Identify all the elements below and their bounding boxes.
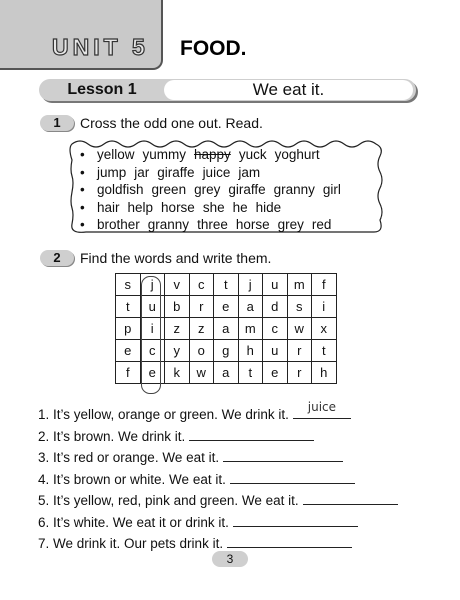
word: hair <box>97 199 120 215</box>
word-row <box>80 164 349 182</box>
grid-cell: t <box>312 340 337 362</box>
sentence <box>38 490 398 508</box>
bullet-icon: • <box>80 147 85 162</box>
bullet-icon: • <box>80 182 85 197</box>
grid-cell: h <box>312 362 337 384</box>
exercise-1-instruction: Cross the odd one out. Read. <box>80 115 263 131</box>
grid-cell: r <box>189 296 214 318</box>
grid-cell: a <box>214 362 239 384</box>
grid-cell: e <box>116 340 141 362</box>
answer-text: juice <box>307 400 337 414</box>
grid-cell: k <box>165 362 190 384</box>
lesson-bar <box>39 79 416 101</box>
grid-cell: m <box>238 318 263 340</box>
sentence <box>38 512 358 530</box>
page-number: 3 <box>212 551 248 567</box>
grid-cell: c <box>189 274 214 296</box>
sentence-text: 1. It’s yellow, orange or green. We drink it. <box>38 407 289 422</box>
grid-cell: u <box>263 274 288 296</box>
grid-cell: e <box>140 362 165 384</box>
grid-cell: g <box>214 340 239 362</box>
grid-cell: t <box>238 362 263 384</box>
grid-cell: s <box>287 296 312 318</box>
grid-cell: u <box>140 296 165 318</box>
word: brother <box>97 217 140 232</box>
sentence <box>38 400 351 422</box>
word: grey <box>277 217 304 232</box>
answer-line[interactable] <box>223 447 343 462</box>
sentence-text: 4. It’s brown or white. We eat it. <box>38 471 226 487</box>
word-row <box>80 146 349 164</box>
word-row <box>80 181 349 199</box>
found-word-circle <box>141 276 161 394</box>
grid-cell: f <box>116 362 141 384</box>
grid-cell: z <box>165 318 190 340</box>
grid-cell: w <box>189 362 214 384</box>
grid-cell: p <box>116 318 141 340</box>
grid-cell: j <box>238 274 263 296</box>
crossed-word: happy <box>194 147 231 162</box>
sentence <box>38 469 355 487</box>
word: goldfish <box>97 182 144 197</box>
word-row <box>80 216 349 234</box>
word: he <box>232 199 248 215</box>
grid-cell: a <box>214 318 239 340</box>
lesson-title: We eat it. <box>164 80 413 100</box>
word: jam <box>238 164 261 180</box>
sentence-text: 7. We drink it. Our pets drink it. <box>38 536 224 551</box>
grid-cell: y <box>165 340 190 362</box>
grid-cell: t <box>214 274 239 296</box>
grid-cell: z <box>189 318 214 340</box>
sentence <box>38 447 343 465</box>
grid-cell: c <box>140 340 165 362</box>
exercise-2-number: 2 <box>40 250 74 266</box>
word: girl <box>322 182 341 197</box>
grid-cell: h <box>238 340 263 362</box>
grid-cell: a <box>238 296 263 318</box>
word: she <box>202 199 225 215</box>
word: green <box>151 182 187 197</box>
word: granny <box>147 217 190 232</box>
grid-cell: x <box>312 318 337 340</box>
answer-line[interactable] <box>230 469 355 484</box>
unit-label: UNIT 5 <box>52 34 149 60</box>
answer-line[interactable] <box>227 533 352 548</box>
exercise-2-instruction: Find the words and write them. <box>80 250 272 266</box>
word-list <box>80 146 349 234</box>
sentence-text: 5. It’s yellow, red, pink and green. We eat it. <box>38 493 299 508</box>
word-row <box>80 199 349 217</box>
grid-cell: j <box>140 274 165 296</box>
word: red <box>311 217 332 232</box>
sentence-text: 3. It’s red or orange. We eat it. <box>38 450 220 465</box>
grid-cell: i <box>312 296 337 318</box>
lesson-label: Lesson 1 <box>67 81 137 98</box>
answer-line[interactable] <box>293 400 351 419</box>
grid-cell: u <box>263 340 288 362</box>
sentence-text: 2. It’s brown. We drink it. <box>38 428 186 444</box>
grid-cell: r <box>287 340 312 362</box>
bullet-icon: • <box>80 199 85 215</box>
grid-cell: m <box>287 274 312 296</box>
word: horse <box>235 217 270 232</box>
word: yummy <box>142 147 187 162</box>
word: yuck <box>238 147 267 162</box>
sentence <box>38 426 314 444</box>
grid-cell: b <box>165 296 190 318</box>
word: jar <box>134 164 150 180</box>
grid-cell: o <box>189 340 214 362</box>
grid-cell: t <box>116 296 141 318</box>
word: yoghurt <box>274 147 320 162</box>
grid-cell: v <box>165 274 190 296</box>
grid-cell: e <box>263 362 288 384</box>
word: jump <box>97 164 127 180</box>
word: giraffe <box>228 182 266 197</box>
unit-title: FOOD. <box>180 37 247 60</box>
word: giraffe <box>157 164 195 180</box>
grid-cell: w <box>287 318 312 340</box>
grid-cell: c <box>263 318 288 340</box>
word: help <box>127 199 154 215</box>
grid-cell: r <box>287 362 312 384</box>
word: three <box>197 217 228 232</box>
answer-line[interactable] <box>233 512 358 527</box>
word: horse <box>161 199 195 215</box>
word: grey <box>194 182 221 197</box>
word: hide <box>255 199 282 215</box>
answer-line[interactable] <box>303 490 398 505</box>
grid-cell: f <box>312 274 337 296</box>
grid-cell: d <box>263 296 288 318</box>
word: yellow <box>97 147 135 162</box>
grid-cell: i <box>140 318 165 340</box>
bullet-icon: • <box>80 217 85 232</box>
sentence <box>38 533 352 551</box>
word: granny <box>273 182 315 197</box>
grid-cell: s <box>116 274 141 296</box>
sentence-text: 6. It’s white. We eat it or drink it. <box>38 514 229 530</box>
bullet-icon: • <box>80 164 85 180</box>
exercise-1-number: 1 <box>40 115 74 131</box>
answer-line[interactable] <box>189 426 314 441</box>
grid-cell: e <box>214 296 239 318</box>
word: juice <box>202 164 231 180</box>
